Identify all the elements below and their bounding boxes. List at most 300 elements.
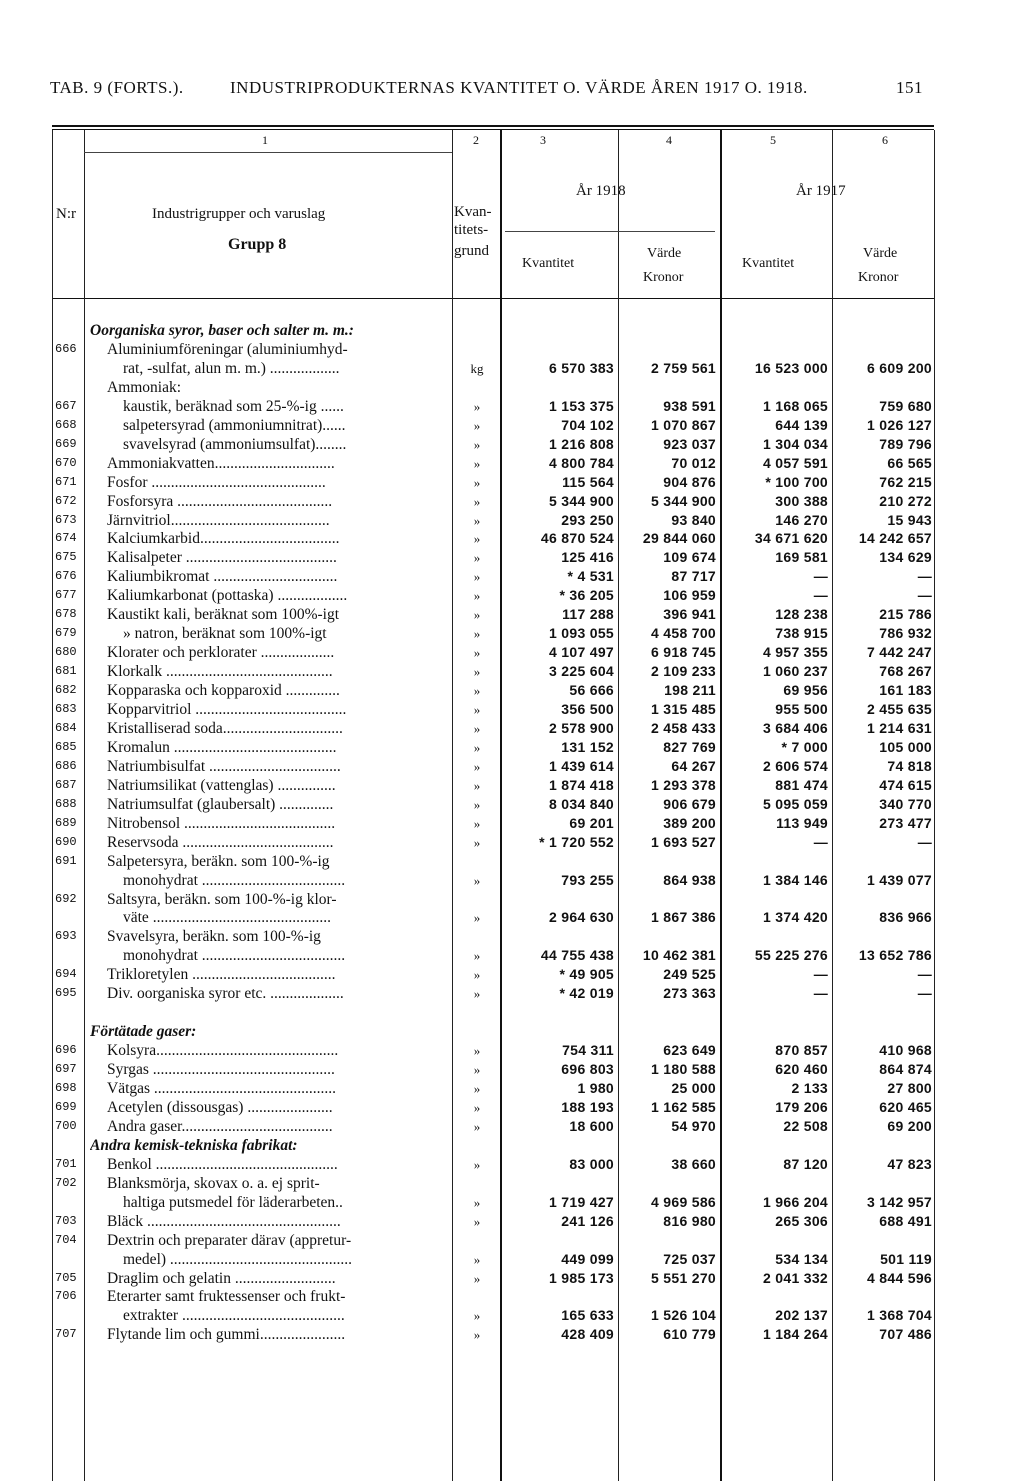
table-row (0, 1023, 1024, 1040)
row-unit: » (473, 796, 481, 812)
row-unit: » (473, 512, 481, 528)
row-label: Svavelsyra, beräkn. som 100-%-ig (107, 928, 321, 946)
quantity-1917: 113 949 (776, 814, 828, 831)
value-1918: 10 462 381 (642, 947, 716, 964)
table-row (0, 1270, 1024, 1287)
year-1917-header: År 1917 (796, 183, 846, 199)
row-number: 684 (55, 720, 77, 735)
quantity-1918: 449 099 (561, 1250, 614, 1267)
row-label: Eterarter samt fruktessenser och frukt- (107, 1288, 346, 1306)
table-row (0, 1099, 1024, 1116)
value-1918: 816 980 (663, 1212, 716, 1229)
value-1917: 836 966 (879, 909, 932, 926)
value-1917: 762 215 (879, 473, 932, 490)
quantity-1917: 179 206 (775, 1098, 828, 1115)
value-1918: 1 693 527 (651, 833, 716, 850)
value-1918: 1 315 485 (651, 701, 716, 717)
quantity-1918: 696 803 (561, 1061, 614, 1078)
quantity-1918: 125 416 (561, 549, 614, 566)
quantity-1917: — (813, 568, 828, 585)
quantity-1918: 241 126 (561, 1212, 614, 1229)
row-label: Blanksmörja, skovax o. a. ej sprit- (107, 1174, 320, 1192)
quantity-1918: 115 564 (562, 473, 614, 490)
table-row (0, 909, 1024, 926)
table-row (0, 834, 1024, 851)
row-label: Saltsyra, beräkn. som 100-%-ig klor- (107, 890, 337, 908)
value-1918: 396 941 (663, 606, 716, 623)
table-row (0, 398, 1024, 415)
value-1917: 215 786 (879, 606, 932, 623)
quantity-1917: 169 581 (775, 549, 828, 566)
row-label: Salpetersyra, beräkn. som 100-%-ig (107, 852, 330, 870)
row-label: Ammoniakvatten............................... (107, 454, 335, 472)
row-label: Kalciumkarbid.................................... (107, 530, 340, 548)
row-label: rat, -sulfat, alun m. m.) .................. (123, 359, 340, 377)
value-1917: 1 368 704 (867, 1307, 932, 1324)
quantity-1918: 4 800 784 (549, 454, 614, 471)
table-row (0, 493, 1024, 510)
quantity-1917: 128 238 (775, 606, 828, 623)
value-1918: 1 070 867 (651, 416, 716, 433)
row-number: 693 (55, 929, 77, 944)
value-1918: 249 525 (663, 966, 716, 983)
row-unit: » (473, 967, 481, 983)
row-number: 675 (55, 550, 77, 565)
row-label: svavelsyrad (ammoniumsulfat)........ (123, 435, 347, 453)
value-1918: 827 769 (663, 738, 716, 755)
row-label: salpetersyrad (ammoniumnitrat)...... (123, 416, 346, 434)
quantity-1918: 2 964 630 (549, 909, 614, 926)
page-header (50, 78, 940, 102)
table-row (0, 587, 1024, 604)
quantity-1917: 644 139 (775, 416, 828, 433)
table-row (0, 758, 1024, 775)
value-1917: 74 818 (887, 757, 932, 774)
row-label: monohydrat ..................................... (123, 947, 346, 965)
row-number: 683 (55, 702, 77, 716)
quantity-1917: — (813, 966, 828, 983)
value-1917: 1 439 077 (867, 871, 932, 888)
quantity-1917: 4 057 591 (763, 454, 828, 471)
value-1917: 688 491 (879, 1212, 932, 1229)
table-row (0, 625, 1024, 642)
row-label: Natriumsilikat (vattenglas) ............... (107, 776, 336, 794)
quantity-1917: 1 060 237 (763, 663, 828, 680)
value-1918: 70 012 (671, 454, 716, 471)
table-row (0, 530, 1024, 547)
table-row (0, 872, 1024, 889)
value-1917: 1 214 631 (867, 719, 932, 736)
value-1917: 15 943 (887, 511, 932, 528)
row-label: Förtätade gaser: (90, 1023, 197, 1041)
row-number: 680 (55, 645, 77, 660)
row-unit: » (473, 777, 481, 793)
row-unit: » (473, 588, 481, 604)
row-number: 705 (55, 1270, 77, 1285)
row-number: 692 (55, 891, 77, 906)
row-number: 681 (55, 664, 77, 679)
column-number: 3 (540, 133, 546, 147)
unit-header-line3: grund (454, 243, 489, 259)
quantity-1917: 2 133 (791, 1080, 828, 1096)
value-1918: 864 938 (663, 871, 716, 888)
row-label: Fosforsyra ........................................ (107, 492, 333, 510)
value-1918: 109 674 (663, 549, 716, 566)
quantity-1918: 3 225 604 (549, 663, 614, 680)
page-number: 151 (896, 78, 923, 97)
value-1917: 105 000 (879, 738, 932, 755)
value-1917: 620 465 (879, 1098, 932, 1115)
value-1918: 5 344 900 (651, 492, 716, 509)
table-row (0, 549, 1024, 566)
row-number: 699 (55, 1099, 77, 1114)
row-unit: » (473, 986, 481, 1002)
quantity-1918: 793 255 (561, 871, 614, 888)
row-unit: » (473, 948, 481, 964)
row-number: 669 (55, 436, 77, 451)
quantity-1918: 165 633 (561, 1307, 614, 1324)
value-1917: — (917, 985, 932, 1002)
quantity-1918: 4 107 497 (549, 644, 614, 661)
nr-header: N:r (56, 206, 76, 222)
quantity-1917: 2 041 332 (763, 1269, 828, 1286)
table-row (0, 474, 1024, 491)
table-row (0, 360, 1024, 377)
quantity-1917: 1 384 146 (763, 871, 828, 888)
table-row (0, 720, 1024, 737)
table-row (0, 947, 1024, 964)
value-1917: 7 442 247 (867, 644, 932, 661)
table-row (0, 1042, 1024, 1059)
table-row (0, 796, 1024, 813)
value-1918: 4 458 700 (651, 625, 716, 642)
table-row (0, 512, 1024, 529)
row-unit: » (473, 1043, 481, 1059)
value-1918: 623 649 (663, 1042, 716, 1059)
value-1917: 340 770 (879, 795, 932, 812)
quantity-1918: 18 600 (569, 1117, 614, 1134)
value-1917: 6 609 200 (867, 359, 932, 376)
row-unit: » (473, 910, 481, 926)
row-unit: » (473, 815, 481, 831)
row-number: 671 (55, 474, 77, 489)
row-unit: » (473, 720, 481, 736)
table-row (0, 341, 1024, 358)
row-unit: » (473, 474, 481, 490)
column-number: 1 (262, 133, 268, 147)
row-number: 702 (55, 1175, 77, 1190)
value-1918: 87 717 (671, 568, 716, 585)
quantity-1917: 69 956 (783, 682, 828, 699)
row-label: väte .............................................. (123, 909, 331, 927)
quantity-1918: 428 409 (561, 1326, 614, 1343)
unit-header-line2: titets- (454, 222, 489, 238)
row-unit: » (473, 569, 481, 585)
table-row (0, 682, 1024, 699)
column-number: 2 (473, 133, 479, 147)
value-1917: 210 272 (879, 492, 932, 509)
row-label: Trikloretylen ..................................... (107, 966, 336, 984)
quantity-1918: 1 980 (577, 1080, 614, 1096)
row-unit: » (473, 1251, 481, 1267)
row-number: 677 (55, 588, 77, 603)
row-label: Flytande lim och gummi...................... (107, 1326, 346, 1344)
row-number: 679 (55, 626, 77, 641)
table-row (0, 1251, 1024, 1268)
kvantitet-1917-header: Kvantitet (742, 256, 795, 271)
row-label: Oorganiska syror, baser och salter m. m.: (90, 322, 354, 339)
row-unit: » (473, 1118, 481, 1134)
value-1918: 38 660 (671, 1155, 716, 1172)
value-1917: — (917, 833, 932, 850)
value-1918: 1 867 386 (651, 909, 716, 926)
row-label: Natriumsulfat (glaubersalt) .............. (107, 795, 334, 813)
quantity-1918: 1 093 055 (549, 625, 614, 642)
row-number: 697 (55, 1062, 77, 1077)
quantity-1918: 44 755 438 (540, 947, 614, 964)
quantity-1918: 1 719 427 (549, 1193, 614, 1210)
value-1918: 6 918 745 (651, 644, 716, 661)
quantity-1917: — (813, 587, 828, 604)
value-1917: 3 142 957 (867, 1193, 932, 1210)
value-1918: 4 969 586 (651, 1193, 716, 1210)
row-number: 707 (55, 1327, 77, 1342)
quantity-1917: * 100 700 (765, 473, 828, 490)
row-number: 686 (55, 758, 77, 773)
row-label: Draglim och gelatin .......................... (107, 1269, 336, 1287)
quantity-1918: 1 439 614 (549, 757, 614, 774)
table-row (0, 663, 1024, 680)
quantity-1917: 881 474 (775, 776, 828, 793)
quantity-1918: 1 985 173 (549, 1269, 614, 1286)
table-row (0, 1118, 1024, 1135)
row-number: 690 (55, 834, 77, 849)
table-row (0, 1080, 1024, 1097)
quantity-1918: 754 311 (562, 1042, 614, 1059)
row-label: Kolsyra............................................... (107, 1042, 339, 1060)
row-unit: » (473, 1327, 481, 1343)
table-row (0, 1194, 1024, 1211)
row-unit: » (473, 493, 481, 509)
quantity-1918: * 1 720 552 (539, 833, 614, 850)
table-row (0, 1061, 1024, 1078)
value-1917: 864 874 (879, 1061, 932, 1078)
value-1917: — (917, 568, 932, 585)
row-unit: » (473, 607, 481, 623)
row-unit: » (473, 1081, 481, 1096)
row-number: 706 (55, 1289, 77, 1304)
kvantitet-1918-header: Kvantitet (522, 256, 575, 271)
value-1918: 610 779 (663, 1326, 716, 1343)
row-label: monohydrat ..................................... (123, 871, 346, 889)
value-1917: — (917, 966, 932, 983)
table-row (0, 1232, 1024, 1249)
table-row (0, 777, 1024, 794)
row-unit: » (473, 417, 481, 433)
row-number: 673 (55, 512, 77, 527)
row-unit: » (473, 1213, 481, 1229)
value-1918: 1 293 378 (651, 776, 716, 793)
value-1917: 4 844 596 (867, 1269, 932, 1286)
table-row (0, 322, 1024, 339)
quantity-1918: 117 288 (562, 606, 614, 623)
value-1917: 410 968 (879, 1042, 932, 1059)
value-1918: 64 267 (671, 757, 716, 774)
value-1917: 2 455 635 (867, 701, 932, 717)
row-label: Kromalun .......................................... (107, 738, 337, 756)
quantity-1918: * 4 531 (567, 568, 614, 585)
row-number: 704 (55, 1232, 77, 1247)
group-header: Industrigrupper och varuslag (152, 206, 326, 222)
quantity-1917: 738 915 (775, 625, 828, 642)
value-1917: 66 565 (887, 454, 932, 471)
quantity-1918: * 49 905 (559, 966, 614, 983)
value-1918: 2 109 233 (651, 663, 716, 680)
row-number: 672 (55, 493, 77, 508)
row-label: Klorkalk ........................................... (107, 663, 333, 681)
quantity-1917: 202 137 (775, 1307, 828, 1324)
table-row (0, 568, 1024, 585)
row-label: Järnvitriol......................................... (107, 511, 330, 529)
row-number: 687 (55, 777, 77, 792)
row-label: Dextrin och preparater därav (appretur- (107, 1231, 352, 1249)
row-number: 694 (55, 967, 77, 982)
quantity-1917: 146 270 (775, 511, 828, 528)
value-1918: 25 000 (671, 1080, 716, 1096)
table-row (0, 891, 1024, 908)
value-1918: 2 759 561 (651, 359, 716, 376)
value-1918: 938 591 (663, 397, 716, 414)
row-label: extrakter .......................................... (123, 1307, 345, 1325)
column-number: 5 (770, 133, 776, 147)
value-1917: 47 823 (887, 1155, 932, 1172)
value-1918: 389 200 (663, 814, 716, 831)
quantity-1918: 56 666 (569, 682, 614, 699)
quantity-1918: 69 201 (569, 814, 614, 831)
table-row (0, 1156, 1024, 1173)
row-unit: » (473, 550, 481, 566)
quantity-1917: 3 684 406 (763, 719, 828, 736)
table-row (0, 379, 1024, 396)
quantity-1917: 1 168 065 (763, 397, 828, 414)
row-label: haltiga putsmedel för läderarbeten.. (123, 1193, 343, 1211)
row-number: 689 (55, 815, 77, 830)
row-number: 678 (55, 607, 77, 622)
value-1917: 768 267 (879, 663, 932, 680)
table-body (0, 322, 1024, 1372)
table-row (0, 1213, 1024, 1230)
value-1918: 923 037 (663, 435, 716, 452)
row-label: medel) ............................................... (123, 1250, 353, 1268)
table-row (0, 1175, 1024, 1192)
row-label: Kristalliserad soda............................... (107, 719, 343, 737)
row-label: Fosfor ............................................. (107, 473, 326, 491)
row-number: 700 (55, 1118, 77, 1133)
row-label: Natriumbisulfat .................................. (107, 757, 341, 775)
row-label: Kaliumbikromat ................................ (107, 568, 338, 586)
row-label: Reservsoda ....................................... (107, 833, 334, 851)
value-1918: 725 037 (663, 1250, 716, 1267)
row-label: Andra kemisk-tekniska fabrikat: (90, 1136, 298, 1154)
row-unit: » (473, 626, 481, 642)
table-top-rule-thin (52, 129, 934, 130)
column-number-rule (84, 152, 452, 153)
row-unit: » (473, 436, 481, 452)
column-number: 6 (882, 133, 888, 147)
table-header-rule (52, 298, 934, 299)
quantity-1918: 46 870 524 (540, 530, 614, 547)
table-row (0, 985, 1024, 1002)
quantity-1918: 5 344 900 (549, 492, 614, 509)
quantity-1917: 4 957 355 (763, 644, 828, 661)
table-row (0, 1004, 1024, 1021)
row-label: Benkol ............................................... (107, 1155, 338, 1173)
value-1918: 29 844 060 (642, 530, 716, 547)
table-row (0, 701, 1024, 718)
quantity-1917: 22 508 (783, 1117, 828, 1134)
row-unit: » (473, 1062, 481, 1078)
table-row (0, 644, 1024, 661)
value-1918: 54 970 (671, 1117, 716, 1134)
value-1917: 474 615 (879, 776, 932, 793)
row-number: 668 (55, 417, 77, 432)
row-number: 696 (55, 1043, 77, 1058)
table-row (0, 455, 1024, 472)
table-label: TAB. 9 (FORTS.). (50, 78, 184, 97)
year-1918-rule (505, 231, 715, 232)
value-1917: 134 629 (879, 549, 932, 566)
value-1917: 13 652 786 (858, 947, 932, 964)
group-name: Grupp 8 (228, 236, 287, 253)
quantity-1917: 55 225 276 (754, 947, 828, 964)
quantity-1918: 1 153 375 (549, 397, 614, 414)
value-1917: 14 242 657 (858, 530, 932, 547)
quantity-1918: 6 570 383 (549, 359, 614, 376)
value-1917: — (917, 587, 932, 604)
row-unit: » (473, 702, 481, 717)
row-unit: » (473, 1156, 481, 1172)
row-label: Kopparvitriol ....................................... (107, 701, 347, 718)
value-1918: 1 162 585 (651, 1098, 716, 1115)
quantity-1918: 293 250 (561, 511, 614, 528)
table-row (0, 436, 1024, 453)
row-unit: » (473, 1194, 481, 1210)
row-label: Kalisalpeter ....................................... (107, 549, 337, 567)
row-label: Vätgas ............................................... (107, 1080, 337, 1097)
row-label: Kaustikt kali, beräknat som 100%-igt (107, 606, 340, 624)
quantity-1917: 534 134 (775, 1250, 828, 1267)
quantity-1917: 265 306 (775, 1212, 828, 1229)
quantity-1917: 1 966 204 (763, 1193, 828, 1210)
row-label: » natron, beräknat som 100%-igt (123, 625, 327, 643)
quantity-1918: 2 578 900 (549, 719, 614, 736)
row-number: 667 (55, 398, 77, 413)
table-row (0, 815, 1024, 832)
row-label: kaustik, beräknad som 25-%-ig ...... (123, 397, 344, 415)
row-label: Syrgas ............................................... (107, 1061, 335, 1079)
table-row (0, 1307, 1024, 1324)
table-row (0, 739, 1024, 756)
row-unit: » (473, 1099, 481, 1115)
quantity-1917: 300 388 (775, 492, 828, 509)
value-1917: 501 119 (880, 1250, 932, 1267)
quantity-1918: 1 874 418 (549, 776, 614, 793)
value-1917: 786 932 (879, 625, 932, 642)
row-label: Div. oorganiska syror etc. ................... (107, 985, 344, 1003)
table-row (0, 1326, 1024, 1343)
quantity-1917: 1 184 264 (763, 1326, 828, 1343)
row-number: 688 (55, 796, 77, 811)
